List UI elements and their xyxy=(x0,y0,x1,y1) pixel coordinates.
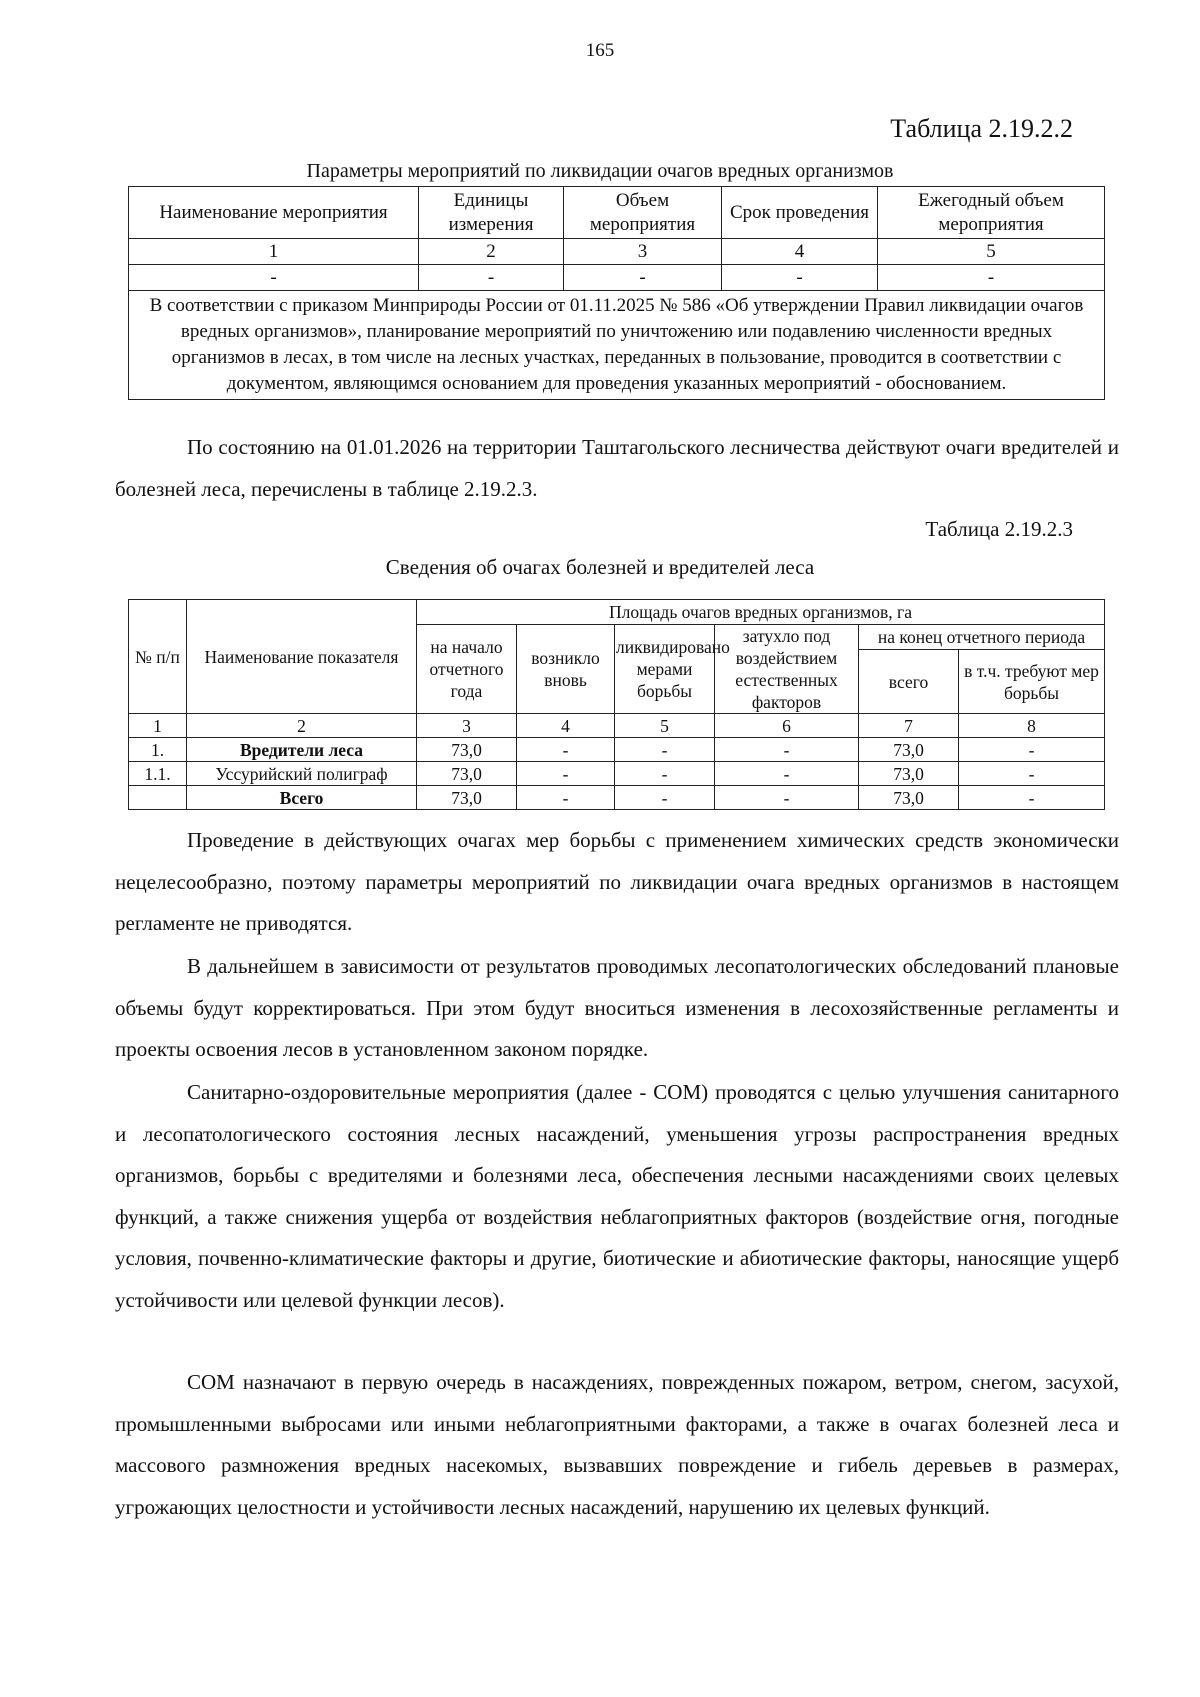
table1-number-cell: 3 xyxy=(564,239,722,265)
row-value: - xyxy=(715,786,859,810)
outbreaks-table xyxy=(128,599,1105,810)
measures-table xyxy=(128,186,1105,400)
table2-number-cell: 2 xyxy=(187,714,417,738)
table1-header-cell: Срок проведения xyxy=(722,187,878,239)
table2-header-name: Наименование показателя xyxy=(187,600,417,714)
row-name: Вредители леса xyxy=(187,738,417,762)
table2-number-row xyxy=(129,714,1105,738)
table1-number-cell: 4 xyxy=(722,239,878,265)
row-value: 73,0 xyxy=(859,786,959,810)
table1-note-row xyxy=(129,291,1105,400)
table2-number-cell: 3 xyxy=(417,714,517,738)
paragraph-4 xyxy=(115,1072,1119,1321)
row-num: 1.1. xyxy=(129,762,187,786)
table2-header-total: всего xyxy=(859,650,959,714)
paragraph-5-text: СОМ назначают в первую очередь в насаждениях, поврежденных пожаром, ветром, снегом, засухой, промышленными выбросами или иными неблагоприятными факторами, а также в очагах болезней леса и массового размножения вредных насекомых, вызвавших повреждение и гибель деревьев в размерах, угрожающих целостности и устойчивости лесных насаждений, нарушению их целевых функций. xyxy=(115,1370,1119,1519)
row-value: 73,0 xyxy=(417,786,517,810)
table-row xyxy=(129,738,1105,762)
table2-header-new: возникло вновь xyxy=(517,625,615,714)
table2-number-cell: 1 xyxy=(129,714,187,738)
table2-header-end: на конец отчетного периода xyxy=(859,625,1105,650)
table2-number-cell: 5 xyxy=(615,714,715,738)
table1-data-cell: - xyxy=(722,265,878,291)
row-value: - xyxy=(615,786,715,810)
table1-data-cell: - xyxy=(878,265,1105,291)
table1-number-row xyxy=(129,239,1105,265)
row-num xyxy=(129,786,187,810)
table2-header-row xyxy=(129,600,1105,625)
paragraph-1 xyxy=(115,427,1119,510)
page-number: 165 xyxy=(585,40,615,61)
table1-number-cell: 1 xyxy=(129,239,419,265)
row-value: - xyxy=(715,738,859,762)
table1-label: Таблица 2.19.2.2 xyxy=(890,114,1073,143)
paragraph-3-text: В дальнейшем в зависимости от результатов проводимых лесопатологических обследований плановые объемы будут корректироваться. При этом будут вноситься изменения в лесохозяйственные регламенты и проекты освоения лесов в установленном законом порядке. xyxy=(115,954,1119,1061)
row-value: 73,0 xyxy=(417,762,517,786)
row-value: - xyxy=(615,738,715,762)
table2-number-cell: 8 xyxy=(959,714,1105,738)
table1-data-cell: - xyxy=(419,265,564,291)
table2-header-need: в т.ч. требуют мер борьбы xyxy=(959,650,1105,714)
row-value: - xyxy=(959,786,1105,810)
table1-note: В соответствии с приказом Минприроды России от 01.11.2025 № 586 «Об утверждении Правил ликвидации очагов вредных организмов», планирование мероприятий по уничтожению или подавлению численности вредных организмов в лесах, в том числе на лесных участках, переданных в пользование, проводится в соответствии с документом, являющимся основанием для проведения указанных мероприятий - обоснованием. xyxy=(129,291,1105,400)
paragraph-4-text: Санитарно-оздоровительные мероприятия (далее - СОМ) проводятся с целью улучшения санитарного и лесопатологического состояния лесных насаждений, уменьшения угрозы распространения вредных организмов, борьбы с вредителями и болезнями леса, обеспечения лесными насаждениями своих целевых функций, а также снижения ущерба от воздействия неблагоприятных факторов (воздействие огня, погодные условия, почвенно-климатические факторы и другие, биотические и абиотические факторы, наносящие ущерб устойчивости или целевой функции лесов). xyxy=(115,1080,1119,1312)
row-value: 73,0 xyxy=(859,738,959,762)
paragraph-1-text: По состоянию на 01.01.2026 на территории Таштагольского лесничества действуют очаги вредителей и болезней леса, перечислены в таблице 2.19.2.3. xyxy=(115,435,1119,501)
row-value: 73,0 xyxy=(859,762,959,786)
table1-number-cell: 5 xyxy=(878,239,1105,265)
row-value: - xyxy=(959,738,1105,762)
table1-data-row xyxy=(129,265,1105,291)
table1-data-cell: - xyxy=(129,265,419,291)
paragraph-3 xyxy=(115,946,1119,1071)
row-num: 1. xyxy=(129,738,187,762)
row-value: - xyxy=(517,762,615,786)
row-name: Уссурийский полиграф xyxy=(187,762,417,786)
table2-number-cell: 6 xyxy=(715,714,859,738)
row-value: - xyxy=(615,762,715,786)
table2-header-start: на начало отчетного года xyxy=(417,625,517,714)
table2-header-liquidated: ликвидировано мерами борьбы xyxy=(615,625,715,714)
table1-caption: Параметры мероприятий по ликвидации очагов вредных организмов xyxy=(306,160,894,182)
table1-data-cell: - xyxy=(564,265,722,291)
paragraph-2 xyxy=(115,820,1119,945)
table2-caption: Сведения об очагах болезней и вредителей леса xyxy=(385,555,815,579)
table-row xyxy=(129,762,1105,786)
table2-number-cell: 7 xyxy=(859,714,959,738)
row-name: Всего xyxy=(187,786,417,810)
table1-header-row xyxy=(129,187,1105,239)
row-value: - xyxy=(715,762,859,786)
table1-header-cell: Наименование мероприятия xyxy=(129,187,419,239)
table2-number-cell: 4 xyxy=(517,714,615,738)
row-value: 73,0 xyxy=(417,738,517,762)
row-value: - xyxy=(517,786,615,810)
table-row xyxy=(129,786,1105,810)
paragraph-2-text: Проведение в действующих очагах мер борьбы с применением химических средств экономически нецелесообразно, поэтому параметры мероприятий по ликвидации очага вредных организмов в настоящем регламенте не приводятся. xyxy=(115,828,1119,935)
table2-header-area: Площадь очагов вредных организмов, га xyxy=(417,600,1105,625)
table2-header-num: № п/п xyxy=(129,600,187,714)
table2-header-natural: затухло под воздействием естественных факторов xyxy=(715,625,859,714)
row-value: - xyxy=(959,762,1105,786)
table1-header-cell: Единицы измерения xyxy=(419,187,564,239)
table1-header-cell: Ежегодный объем мероприятия xyxy=(878,187,1105,239)
paragraph-5 xyxy=(115,1362,1119,1528)
table2-label: Таблица 2.19.2.3 xyxy=(925,517,1073,541)
table1-number-cell: 2 xyxy=(419,239,564,265)
row-value: - xyxy=(517,738,615,762)
table1-header-cell: Объем мероприятия xyxy=(564,187,722,239)
